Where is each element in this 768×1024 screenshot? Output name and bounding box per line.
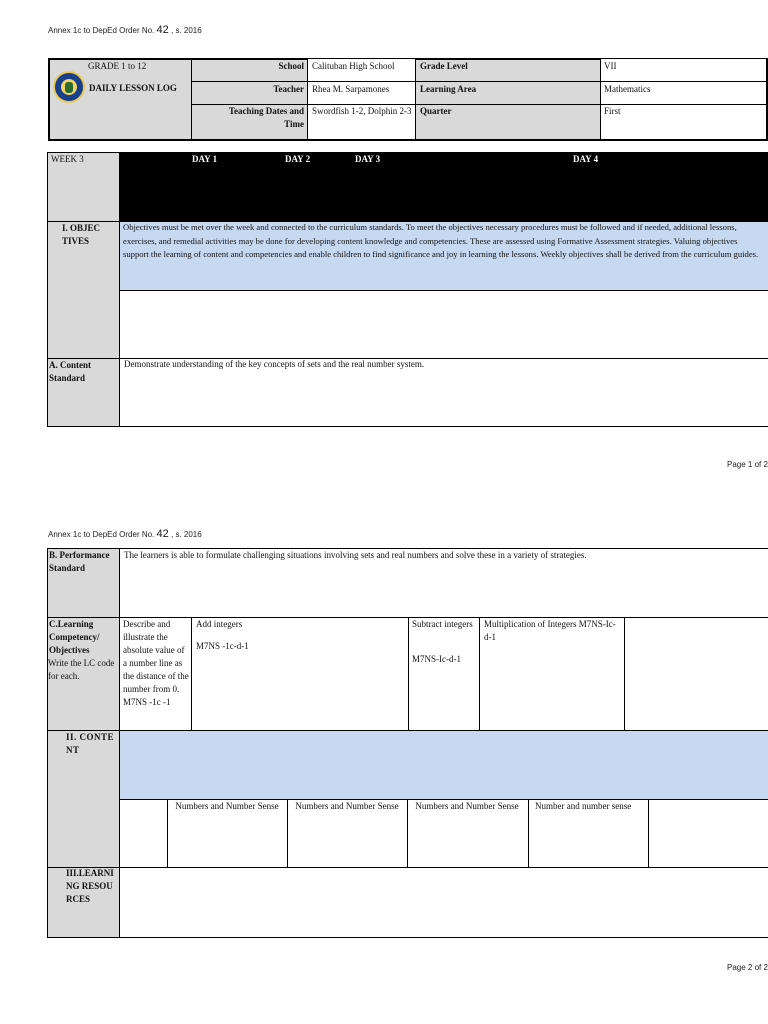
school-label: School (278, 61, 304, 71)
objectives-label: I. OBJEC TIVES (62, 223, 101, 246)
grade-range: GRADE 1 to 12 (88, 61, 147, 71)
competency-day-4: Multiplication of Integers M7NS-Ic-d-1 (484, 619, 616, 642)
content-standard-text: Demonstrate understanding of the key concepts of sets and the real number system. (124, 359, 425, 369)
learning-area-value: Mathematics (604, 84, 651, 94)
day-header-bar (120, 153, 768, 221)
dates-value: Swordfish 1-2, Dolphin 2-3 (312, 106, 412, 116)
competency-day-2-title: Add integers (196, 619, 243, 629)
learning-area-label: Learning Area (420, 84, 477, 94)
day-3-header: DAY 3 (355, 154, 381, 164)
page-number-2: Page 2 of 2 (727, 963, 768, 972)
grade-level-value: VII (604, 61, 617, 71)
log-title: DAILY LESSON LOG (89, 83, 177, 93)
teacher-value: Rhea M. Sarpamones (312, 84, 390, 94)
content-day-3: Numbers and Number Sense (415, 801, 519, 811)
school-value: Calituban High School (312, 61, 395, 71)
performance-standard-text: The learners is able to formulate challenging situations involving sets and real numbers and solve these in a variety of strategies. (124, 550, 587, 560)
deped-seal-icon (53, 71, 85, 103)
competency-day-3-title: Subtract integers (412, 619, 473, 629)
content-standard-label: A. Content Standard (49, 360, 91, 383)
competency-day-2-code: M7NS -1c-d-1 (196, 641, 249, 651)
page-number-1: Page 1 of 2 (727, 460, 768, 469)
week-label: WEEK 3 (51, 154, 84, 164)
annex-line: Annex 1c to DepEd Order No. 42 , s. 2016 (48, 24, 202, 36)
day-1-header: DAY 1 (192, 154, 218, 164)
day-2-header: DAY 2 (285, 154, 311, 164)
annex-line-2: Annex 1c to DepEd Order No. 42 , s. 2016 (48, 528, 202, 540)
content-day-2: Numbers and Number Sense (295, 801, 399, 811)
dates-label: Teaching Dates and Time (228, 106, 304, 129)
objectives-text: Objectives must be met over the week and connected to the curriculum standards. To meet the objectives necessary procedures must be followed and if needed, additional lessons, exercises, and remedial activities may be done for developing content knowledge and competencies. These are assessed using Formative Assessment strategies. Valuing objectives support the learning of content and competencies and enable children to find significance and joy in learning the lessons. Weekly objectives shall be derived from the curriculum guides. (123, 222, 759, 259)
performance-standard-label: B. Performance Standard (49, 550, 110, 573)
competency-label: C.Learning Competency/ Objectives (49, 619, 100, 655)
resources-label: III.LEARNING RESOURCES (66, 868, 114, 904)
competency-day-1: Describe and illustrate the absolute value of a number line as the distance of the number from 0. M7NS -1c -1 (123, 619, 189, 707)
content-label: II. CONTENT (66, 732, 115, 755)
teacher-label: Teacher (273, 84, 304, 94)
content-day-4: Number and number sense (535, 801, 632, 811)
day-4-header: DAY 4 (573, 154, 599, 164)
competency-day-3-code: M7NS-Ic-d-1 (412, 654, 461, 664)
content-day-1: Numbers and Number Sense (175, 801, 279, 811)
quarter-value: First (604, 106, 621, 116)
quarter-label: Quarter (420, 106, 452, 116)
competency-sub-label: Write the LC code for each. (48, 658, 115, 681)
grade-level-label: Grade Level (420, 61, 468, 71)
